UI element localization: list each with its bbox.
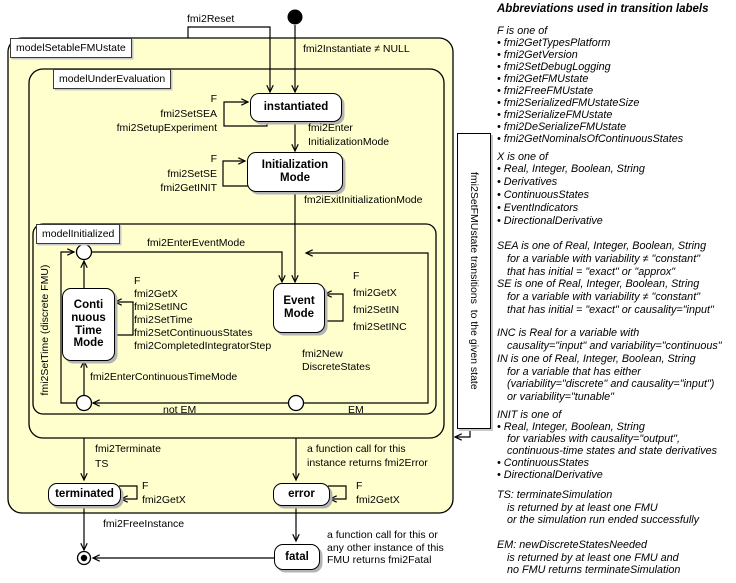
label-fmi2instantiate: fmi2Instantiate ≠ NULL <box>303 43 410 55</box>
abbr-ts: TS: terminateSimulation is returned by at least one FMU or the simulation run ended successfully <box>497 489 700 526</box>
abbr-init-list: • Real, Integer, Boolean, String for variables with causality="output", continuous-time states and state derivatives • ContinuousStates • DirectionalDerivative <box>497 421 718 481</box>
label-event-selfloop: F fmi2GetX fmi2SetIN fmi2SetINC <box>353 270 407 333</box>
abbr-x-heading: X is one of <box>497 151 549 163</box>
abbr-inc: INC is Real for a variable with causality="input" and variability="continuous" <box>497 327 722 352</box>
label-error-call: a function call for this instance returns fmi2Error <box>307 443 428 469</box>
label-em: EM <box>348 404 364 416</box>
container-tab-model-under-evaluation: modelUnderEvaluation <box>53 69 171 89</box>
label-enter-event-mode: fmi2EnterEventMode <box>147 237 246 249</box>
abbr-x-list: • Real, Integer, Boolean, String • Derivatives • ContinuousStates • EventIndicators • DirectionalDerivative <box>497 163 645 227</box>
label-new-discrete-states: fmi2New DiscreteStates <box>302 348 371 373</box>
state-fatal: fatal <box>274 544 320 570</box>
initial-node <box>288 10 303 25</box>
abbreviations-title: Abbreviations used in transition labels <box>497 3 709 15</box>
state-instantiated: instantiated <box>250 93 342 122</box>
abbr-f-heading: F is one of <box>497 25 548 37</box>
abbr-sea: SEA is one of Real, Integer, Boolean, String for a variable with variability ≠ "constant" that has initial = "exact" or "approx" <box>497 240 707 278</box>
label-enter-continuous-time-mode: fmi2EnterContinuousTimeMode <box>90 371 238 383</box>
container-tab-model-initialized: modelInitialized <box>36 224 120 244</box>
abbr-f-list: • fmi2GetTypesPlatform • fmi2GetVersion • fmi2SetDebugLogging • fmi2GetFMUstate • fmi2FreeFMUstate • fmi2SerializedFMUstateSize • fmi2SerializeFMUstate • fmi2DeSerializeFMUstate • fmi2GetNominalsOfContinuousStates <box>497 37 684 145</box>
abbr-em: EM: newDiscreteStatesNeeded is returned by at least one FMU and no FMU returns terminateSimulation <box>497 539 681 576</box>
final-node <box>78 552 91 565</box>
state-terminated: terminated <box>48 483 121 506</box>
abbr-se: SE is one of Real, Integer, Boolean, String for a variable with variability ≠ "constant" that has initial = "exact" or causality="input" <box>497 278 714 316</box>
label-fmi2reset: fmi2Reset <box>187 13 235 25</box>
abbr-in: IN is one of Real, Integer, Boolean, String for a variable that has either (variability="discrete" and causality="input") or variability="tunable" <box>497 353 715 403</box>
label-free-instance: fmi2FreeInstance <box>103 518 185 530</box>
label-initmode-selfloop: F fmi2SetSE fmi2GetINIT <box>160 153 217 194</box>
state-initialization-mode: Initialization Mode <box>247 152 343 192</box>
state-event-mode: Event Mode <box>273 283 325 333</box>
label-exit-initialization-mode: fm2iExitInitializationMode <box>304 194 423 206</box>
label-not-em: not EM <box>163 404 197 416</box>
label-fatal-call: a function call for this or any other instance of this FMU returns fmi2Fatal <box>327 529 444 566</box>
label-terminate: fmi2Terminate TS <box>95 443 161 470</box>
label-set-time-discrete-fmu: fmi2SetTime (discrete FMU) <box>39 264 51 396</box>
state-continuous-time-mode: Conti nuous Time Mode <box>62 288 115 361</box>
abbr-init-heading: INIT is one of <box>497 409 562 421</box>
set-fmu-state-note-box <box>457 133 491 429</box>
state-error: error <box>273 483 330 506</box>
label-error-selfloop: F fmi2GetX <box>356 480 400 506</box>
label-instantiated-selfloop: F fmi2SetSEA fmi2SetupExperiment <box>116 93 217 134</box>
label-ctm-selfloop: F fmi2GetX fmi2SetINC fmi2SetTime fmi2SetContinuousStates fmi2CompletedIntegratorStep <box>134 275 272 352</box>
label-terminated-selfloop: F fmi2GetX <box>142 480 186 506</box>
label-set-fmu-state: fmi2SetFMUstate transitions to the given state <box>468 172 480 390</box>
container-tab-model-setable-fmu-state: modelSetableFMUstate <box>10 38 132 58</box>
label-enter-initialization-mode: fmi2Enter InitializationMode <box>308 122 390 148</box>
